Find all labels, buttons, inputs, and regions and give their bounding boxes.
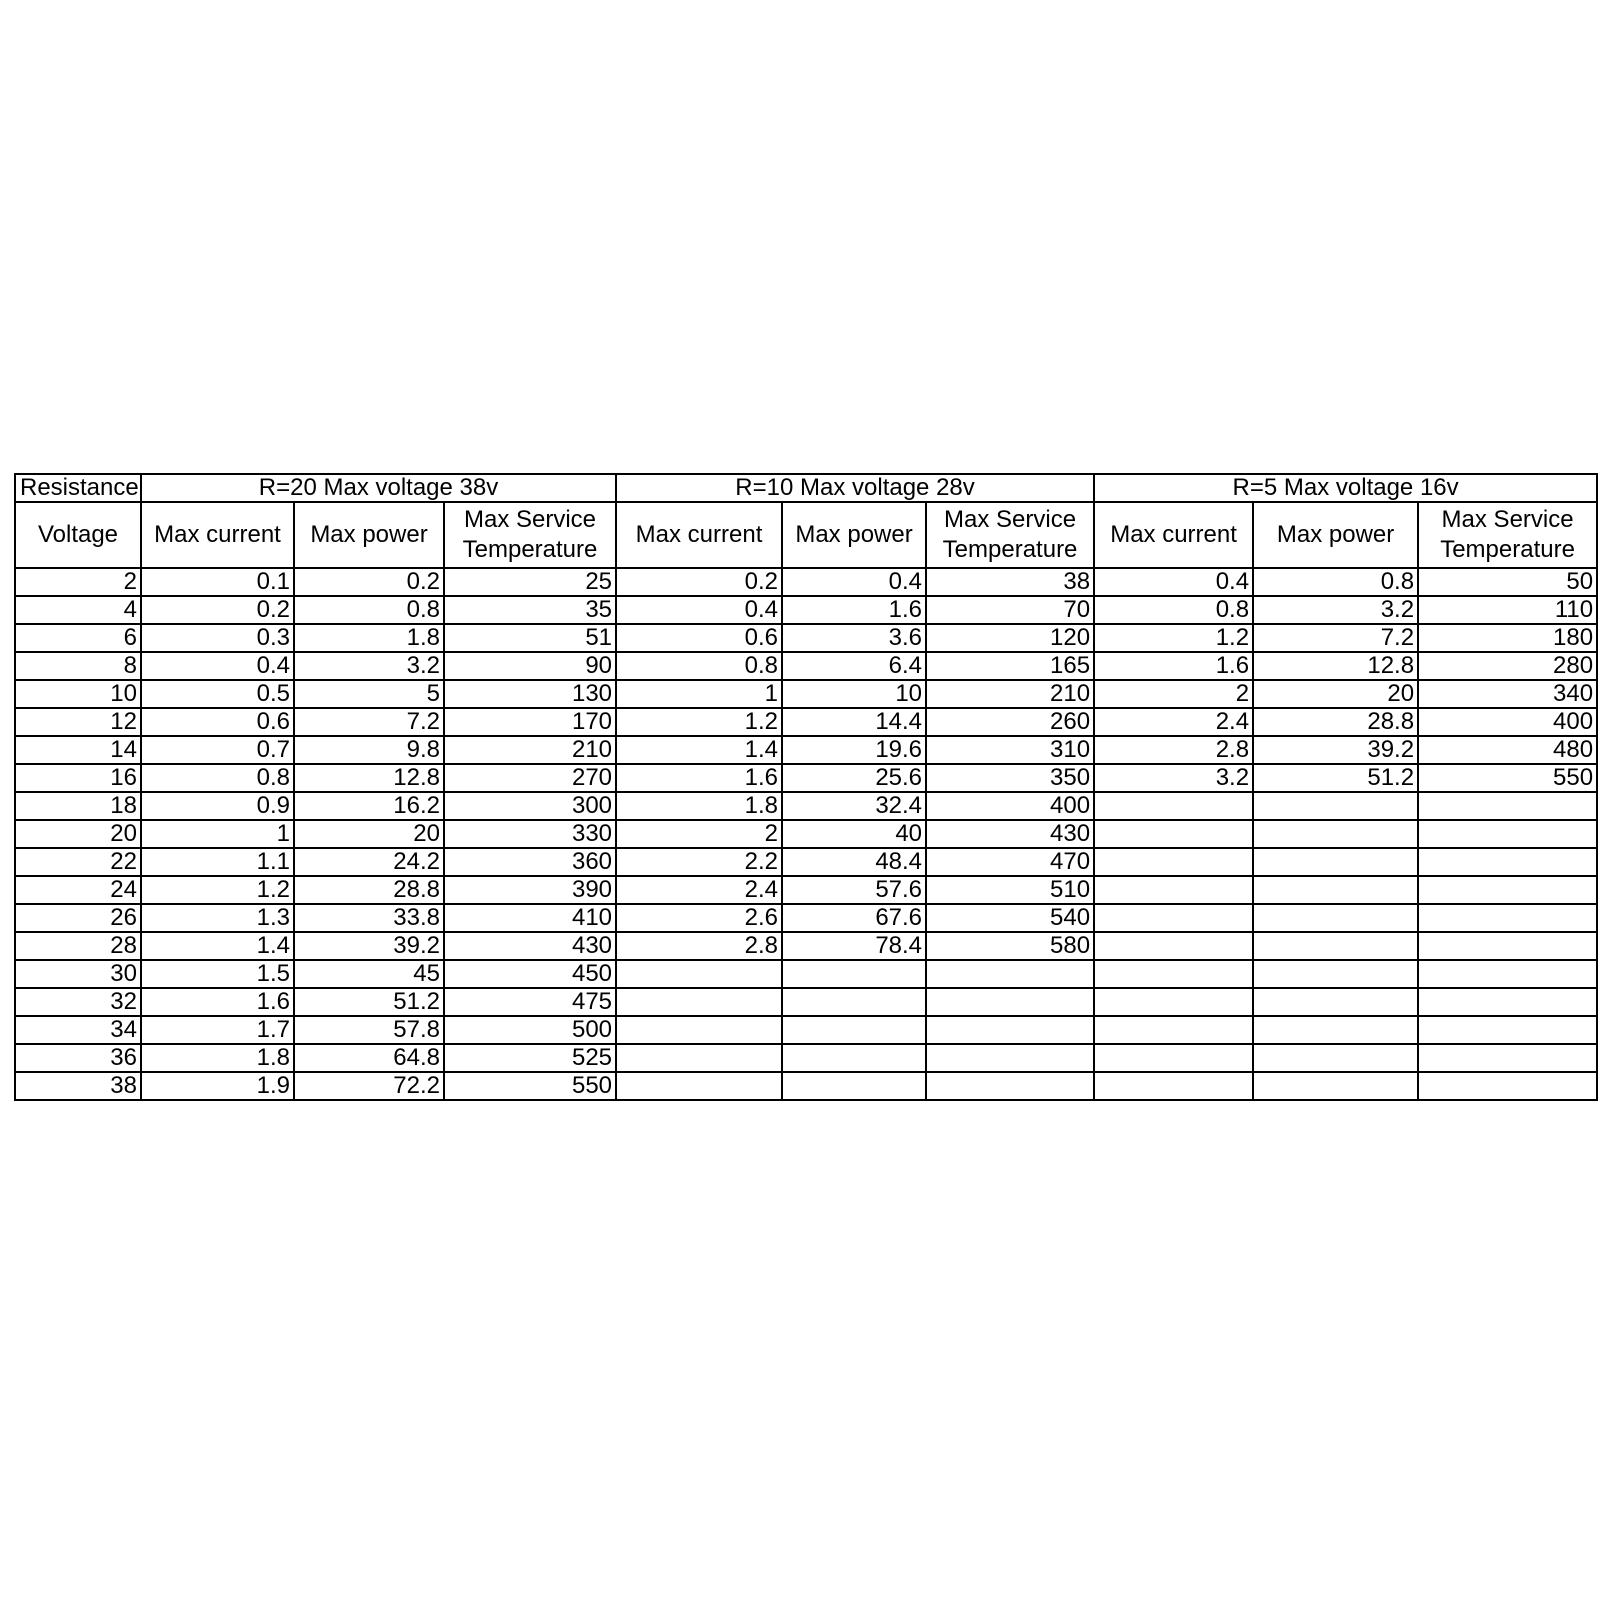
table-cell: 2.4	[616, 876, 782, 904]
table-cell: 35	[444, 596, 616, 624]
voltage-cell: 22	[15, 848, 141, 876]
table-cell	[1094, 960, 1253, 988]
table-cell: 0.8	[1094, 596, 1253, 624]
table-cell: 0.8	[141, 764, 294, 792]
table-cell: 390	[444, 876, 616, 904]
table-cell	[1094, 848, 1253, 876]
table-cell: 3.2	[1253, 596, 1418, 624]
column-header-max-temp-r5: Max Service Temperature	[1418, 502, 1597, 568]
table-cell: 360	[444, 848, 616, 876]
table-cell: 7.2	[1253, 624, 1418, 652]
table-cell: 70	[926, 596, 1094, 624]
table-cell: 280	[1418, 652, 1597, 680]
table-cell: 12.8	[294, 764, 444, 792]
table-cell: 1.6	[1094, 652, 1253, 680]
table-cell: 0.3	[141, 624, 294, 652]
table-cell: 67.6	[782, 904, 926, 932]
table-row	[15, 876, 1597, 904]
table-cell	[1253, 848, 1418, 876]
table-cell: 25	[444, 568, 616, 596]
column-header-max-temp-r10: Max Service Temperature	[926, 502, 1094, 568]
table-cell	[1418, 1044, 1597, 1072]
voltage-cell: 30	[15, 960, 141, 988]
table-cell: 0.8	[1253, 568, 1418, 596]
column-header-max-current-r5: Max current	[1094, 502, 1253, 568]
table-cell: 64.8	[294, 1044, 444, 1072]
table-row	[15, 988, 1597, 1016]
table-cell: 39.2	[1253, 736, 1418, 764]
table-cell	[1253, 876, 1418, 904]
voltage-cell: 16	[15, 764, 141, 792]
voltage-cell: 36	[15, 1044, 141, 1072]
table-cell	[782, 1016, 926, 1044]
table-cell	[1418, 932, 1597, 960]
table-cell	[1094, 1072, 1253, 1100]
table-cell: 24.2	[294, 848, 444, 876]
table-cell: 1.8	[294, 624, 444, 652]
table-cell: 20	[294, 820, 444, 848]
table-cell	[1253, 820, 1418, 848]
table-cell: 57.6	[782, 876, 926, 904]
table-cell	[1253, 1044, 1418, 1072]
voltage-cell: 2	[15, 568, 141, 596]
table-cell: 550	[444, 1072, 616, 1100]
table-cell: 580	[926, 932, 1094, 960]
table-cell: 1.6	[782, 596, 926, 624]
table-cell: 165	[926, 652, 1094, 680]
table-cell: 1.4	[141, 932, 294, 960]
table-cell: 78.4	[782, 932, 926, 960]
table-cell	[1418, 1016, 1597, 1044]
table-cell: 525	[444, 1044, 616, 1072]
table-cell	[616, 1044, 782, 1072]
table-cell: 0.5	[141, 680, 294, 708]
table-cell: 1	[616, 680, 782, 708]
table-row	[15, 1044, 1597, 1072]
resistance-spec-table	[14, 473, 1598, 1101]
table-cell	[616, 1072, 782, 1100]
table-cell	[1253, 988, 1418, 1016]
voltage-cell: 10	[15, 680, 141, 708]
table-row	[15, 1016, 1597, 1044]
voltage-cell: 18	[15, 792, 141, 820]
table-cell: 550	[1418, 764, 1597, 792]
table-cell: 50	[1418, 568, 1597, 596]
table-cell: 410	[444, 904, 616, 932]
table-cell	[1253, 1016, 1418, 1044]
table-cell: 40	[782, 820, 926, 848]
voltage-cell: 34	[15, 1016, 141, 1044]
table-cell: 210	[444, 736, 616, 764]
table-cell: 270	[444, 764, 616, 792]
table-cell: 38	[926, 568, 1094, 596]
table-cell	[1094, 904, 1253, 932]
column-header-max-power-r10: Max power	[782, 502, 926, 568]
table-row	[15, 596, 1597, 624]
table-row	[15, 568, 1597, 596]
table-cell: 120	[926, 624, 1094, 652]
table-cell	[926, 988, 1094, 1016]
table-cell	[1094, 1044, 1253, 1072]
table-cell: 32.4	[782, 792, 926, 820]
table-cell: 475	[444, 988, 616, 1016]
table-cell: 540	[926, 904, 1094, 932]
table-cell	[1094, 820, 1253, 848]
column-header-voltage: Voltage	[15, 502, 141, 568]
table-cell: 16.2	[294, 792, 444, 820]
table-cell: 0.6	[616, 624, 782, 652]
table-cell	[782, 1072, 926, 1100]
voltage-cell: 20	[15, 820, 141, 848]
table-row	[15, 764, 1597, 792]
table-cell: 180	[1418, 624, 1597, 652]
table-row	[15, 680, 1597, 708]
table-cell	[926, 960, 1094, 988]
table-cell: 2.4	[1094, 708, 1253, 736]
voltage-cell: 12	[15, 708, 141, 736]
table-cell: 1.9	[141, 1072, 294, 1100]
table-cell	[782, 988, 926, 1016]
table-cell: 0.7	[141, 736, 294, 764]
column-header-max-temp-r20: Max Service Temperature	[444, 502, 616, 568]
table-cell	[616, 960, 782, 988]
table-cell	[1094, 1016, 1253, 1044]
table-cell: 9.8	[294, 736, 444, 764]
table-cell	[1418, 848, 1597, 876]
table-cell: 90	[444, 652, 616, 680]
table-cell: 57.8	[294, 1016, 444, 1044]
table-cell: 470	[926, 848, 1094, 876]
voltage-cell: 4	[15, 596, 141, 624]
table-row	[15, 848, 1597, 876]
table-cell	[1253, 932, 1418, 960]
table-cell: 3.6	[782, 624, 926, 652]
table-cell: 450	[444, 960, 616, 988]
table-cell: 6.4	[782, 652, 926, 680]
table-cell	[1418, 820, 1597, 848]
column-header-max-current-r20: Max current	[141, 502, 294, 568]
table-cell: 0.4	[782, 568, 926, 596]
table-cell: 1.8	[141, 1044, 294, 1072]
table-cell: 25.6	[782, 764, 926, 792]
table-cell: 1.2	[616, 708, 782, 736]
table-cell: 2.8	[616, 932, 782, 960]
table-cell	[1418, 960, 1597, 988]
table-cell: 2.2	[616, 848, 782, 876]
table-cell	[1253, 1072, 1418, 1100]
table-row	[15, 792, 1597, 820]
table-cell: 1.5	[141, 960, 294, 988]
voltage-cell: 32	[15, 988, 141, 1016]
table-cell: 110	[1418, 596, 1597, 624]
table-cell	[1418, 876, 1597, 904]
table-cell	[1418, 904, 1597, 932]
table-cell: 170	[444, 708, 616, 736]
table-cell: 350	[926, 764, 1094, 792]
table-cell: 51	[444, 624, 616, 652]
voltage-cell: 26	[15, 904, 141, 932]
table-cell: 210	[926, 680, 1094, 708]
table-cell: 1	[141, 820, 294, 848]
table-cell: 45	[294, 960, 444, 988]
table-cell: 0.1	[141, 568, 294, 596]
table-cell: 39.2	[294, 932, 444, 960]
table-body	[15, 568, 1597, 1100]
table-cell: 10	[782, 680, 926, 708]
table-cell: 5	[294, 680, 444, 708]
table-cell: 12.8	[1253, 652, 1418, 680]
table-cell: 1.3	[141, 904, 294, 932]
table-cell	[1094, 876, 1253, 904]
table-cell: 1.2	[1094, 624, 1253, 652]
voltage-cell: 14	[15, 736, 141, 764]
table-cell: 340	[1418, 680, 1597, 708]
table-cell	[1418, 1072, 1597, 1100]
table-cell: 400	[926, 792, 1094, 820]
table-cell: 19.6	[782, 736, 926, 764]
table-cell: 0.2	[294, 568, 444, 596]
table-cell: 130	[444, 680, 616, 708]
table-cell	[1253, 904, 1418, 932]
table-cell: 330	[444, 820, 616, 848]
column-header-max-current-r10: Max current	[616, 502, 782, 568]
table-cell: 2	[616, 820, 782, 848]
table-cell: 0.4	[1094, 568, 1253, 596]
table-row	[15, 736, 1597, 764]
voltage-cell: 24	[15, 876, 141, 904]
table-cell: 1.8	[616, 792, 782, 820]
table-cell: 51.2	[294, 988, 444, 1016]
table-cell: 430	[444, 932, 616, 960]
table-cell: 1.7	[141, 1016, 294, 1044]
table-cell: 2	[1094, 680, 1253, 708]
table-cell: 260	[926, 708, 1094, 736]
table-cell: 430	[926, 820, 1094, 848]
table-cell: 0.6	[141, 708, 294, 736]
table-row	[15, 820, 1597, 848]
resistance-header-cell: Resistance	[15, 474, 141, 502]
table-cell	[1253, 792, 1418, 820]
table-cell: 0.2	[141, 596, 294, 624]
table-row	[15, 932, 1597, 960]
table-cell: 7.2	[294, 708, 444, 736]
table-cell: 510	[926, 876, 1094, 904]
table-row	[15, 904, 1597, 932]
table-cell: 1.6	[616, 764, 782, 792]
table-cell: 3.2	[1094, 764, 1253, 792]
table-cell	[926, 1072, 1094, 1100]
table-cell	[1094, 988, 1253, 1016]
table-cell	[782, 1044, 926, 1072]
table-cell: 2.6	[616, 904, 782, 932]
table-cell	[926, 1016, 1094, 1044]
table-cell	[1418, 988, 1597, 1016]
table-cell: 0.4	[141, 652, 294, 680]
table-cell: 1.6	[141, 988, 294, 1016]
table-cell: 0.8	[616, 652, 782, 680]
table-cell	[1094, 932, 1253, 960]
table-row	[15, 960, 1597, 988]
table-cell	[1253, 960, 1418, 988]
voltage-cell: 6	[15, 624, 141, 652]
group-header-row	[15, 474, 1597, 502]
table-cell: 480	[1418, 736, 1597, 764]
table-cell	[1094, 792, 1253, 820]
voltage-cell: 8	[15, 652, 141, 680]
table-cell: 20	[1253, 680, 1418, 708]
table-cell	[926, 1044, 1094, 1072]
table-row	[15, 652, 1597, 680]
table-cell: 300	[444, 792, 616, 820]
table-cell: 0.8	[294, 596, 444, 624]
table-cell: 400	[1418, 708, 1597, 736]
table-cell: 2.8	[1094, 736, 1253, 764]
voltage-cell: 28	[15, 932, 141, 960]
table-cell	[616, 1016, 782, 1044]
table-cell: 51.2	[1253, 764, 1418, 792]
group-header-r5: R=5 Max voltage 16v	[1094, 474, 1597, 502]
table-cell: 0.4	[616, 596, 782, 624]
table-cell: 14.4	[782, 708, 926, 736]
table-cell	[1418, 792, 1597, 820]
table-cell: 1.4	[616, 736, 782, 764]
table-cell: 48.4	[782, 848, 926, 876]
table-cell: 28.8	[294, 876, 444, 904]
column-header-max-power-r5: Max power	[1253, 502, 1418, 568]
table-cell: 72.2	[294, 1072, 444, 1100]
table-cell: 500	[444, 1016, 616, 1044]
table-cell: 310	[926, 736, 1094, 764]
group-header-r20: R=20 Max voltage 38v	[141, 474, 616, 502]
table-cell: 0.2	[616, 568, 782, 596]
table-cell	[616, 988, 782, 1016]
column-header-max-power-r20: Max power	[294, 502, 444, 568]
table-row	[15, 624, 1597, 652]
table-cell: 3.2	[294, 652, 444, 680]
table-cell: 28.8	[1253, 708, 1418, 736]
voltage-cell: 38	[15, 1072, 141, 1100]
group-header-r10: R=10 Max voltage 28v	[616, 474, 1094, 502]
table-cell: 1.2	[141, 876, 294, 904]
column-header-row	[15, 502, 1597, 568]
table-row	[15, 708, 1597, 736]
table-cell: 1.1	[141, 848, 294, 876]
table-cell	[782, 960, 926, 988]
table-cell: 33.8	[294, 904, 444, 932]
table-cell: 0.9	[141, 792, 294, 820]
table-row	[15, 1072, 1597, 1100]
